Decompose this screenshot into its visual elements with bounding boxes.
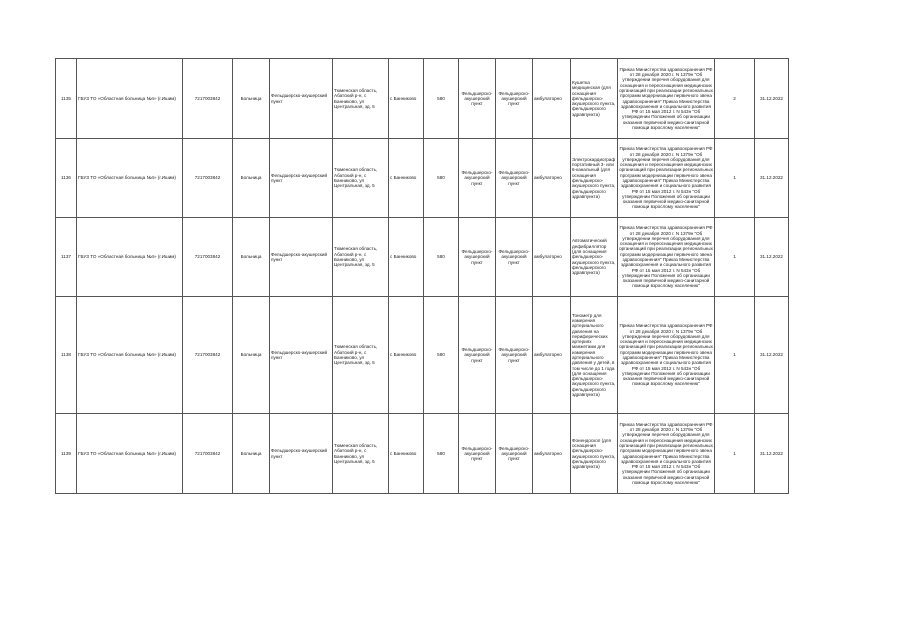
organization-name: ГБУЗ ТО «Областная больница №4» (г.Ишим)	[77, 59, 183, 139]
due-date: 31.12.2022	[755, 218, 789, 297]
code: 580	[424, 59, 459, 139]
structural-unit: Фельдшерско-акушерский пункт	[270, 297, 333, 414]
inn: 7217003842	[183, 59, 233, 139]
quantity: 1	[715, 139, 755, 218]
table-row	[56, 297, 789, 414]
organization-name: ГБУЗ ТО «Областная больница №4» (г.Ишим)	[77, 218, 183, 297]
care-conditions: амбулаторно	[533, 218, 571, 297]
facility-type: Больница	[233, 59, 270, 139]
settlement: с Банниково	[389, 139, 424, 218]
department: Фельдшерско-акушерский пункт	[459, 414, 496, 494]
organization-name: ГБУЗ ТО «Областная больница №4» (г.Ишим)	[77, 297, 183, 414]
department: Фельдшерско-акушерский пункт	[459, 139, 496, 218]
quantity: 1	[715, 218, 755, 297]
address: Тюменская область, Абатский р-н, с Банниково, ул Центральная, зд. 5	[333, 414, 389, 494]
regulatory-order: Приказ Министерства здравоохранения РФ от 28 декабря 2020 г. N 1379н "Об утверждении перечня оборудования для оснащения и переоснащения медицинских организаций при реализации региональных программ модернизации первичного звена здравоохранения" Приказ Министерства здравоохранения и социального развития РФ от 15 мая 2012 г. N 543н "Об утверждении Положения об организации оказания первичной медико-санитарной помощи взрослому населению"	[618, 59, 715, 139]
address: Тюменская область, Абатский р-н, с Банниково, ул Центральная, зд. 5	[333, 139, 389, 218]
facility-type: Больница	[233, 414, 270, 494]
structural-unit: Фельдшерско-акушерский пункт	[270, 59, 333, 139]
settlement: с Банниково	[389, 297, 424, 414]
regulatory-order: Приказ Министерства здравоохранения РФ от 28 декабря 2020 г. N 1379н "Об утверждении перечня оборудования для оснащения и переоснащения медицинских организаций при реализации региональных программ модернизации первичного звена здравоохранения" Приказ Министерства здравоохранения и социального развития РФ от 15 мая 2012 г. N 543н "Об утверждении Положения об организации оказания первичной медико-санитарной помощи взрослому населению"	[618, 414, 715, 494]
inn: 7217003842	[183, 218, 233, 297]
department-profile: Фельдшерско-акушерский пункт	[496, 59, 533, 139]
care-conditions: амбулаторно	[533, 139, 571, 218]
department-profile: Фельдшерско-акушерский пункт	[496, 218, 533, 297]
department-profile: Фельдшерско-акушерский пункт	[496, 139, 533, 218]
address: Тюменская область, Абатский р-н, с Банниково, ул Центральная, зд. 5	[333, 297, 389, 414]
row-number: 1135	[56, 59, 77, 139]
regulatory-order: Приказ Министерства здравоохранения РФ от 28 декабря 2020 г. N 1379н "Об утверждении перечня оборудования для оснащения и переоснащения медицинских организаций при реализации региональных программ модернизации первичного звена здравоохранения" Приказ Министерства здравоохранения и социального развития РФ от 15 мая 2012 г. N 543н "Об утверждении Положения об организации оказания первичной медико-санитарной помощи взрослому населению"	[618, 218, 715, 297]
structural-unit: Фельдшерско-акушерский пункт	[270, 139, 333, 218]
quantity: 1	[715, 297, 755, 414]
department-profile: Фельдшерско-акушерский пункт	[496, 414, 533, 494]
inn: 7217003842	[183, 414, 233, 494]
regulatory-order: Приказ Министерства здравоохранения РФ от 28 декабря 2020 г. N 1379н "Об утверждении перечня оборудования для оснащения и переоснащения медицинских организаций при реализации региональных программ модернизации первичного звена здравоохранения" Приказ Министерства здравоохранения и социального развития РФ от 15 мая 2012 г. N 543н "Об утверждении Положения об организации оказания первичной медико-санитарной помощи взрослому населению"	[618, 139, 715, 218]
inn: 7217003842	[183, 139, 233, 218]
address: Тюменская область, Абатский р-н, с Банниково, ул Центральная, зд. 5	[333, 218, 389, 297]
equipment-name: Электрокардиограф портативный 3- или 6-канальный (для оснащения фельдшерско-акушерского пункта, фельдшерского здравпункта)	[571, 139, 618, 218]
settlement: с Банниково	[389, 59, 424, 139]
structural-unit: Фельдшерско-акушерский пункт	[270, 414, 333, 494]
settlement: с Банниково	[389, 218, 424, 297]
document-sheet	[55, 58, 788, 493]
organization-name: ГБУЗ ТО «Областная больница №4» (г.Ишим)	[77, 139, 183, 218]
equipment-name: Тонометр для измерения артериального давления на периферических артериях манжетами для измерения артериального давления у детей, в том числе до 1 года (для оснащения фельдшерско-акушерского пункта, фельдшерского здравпункта)	[571, 297, 618, 414]
quantity: 1	[715, 414, 755, 494]
row-number: 1138	[56, 297, 77, 414]
structural-unit: Фельдшерско-акушерский пункт	[270, 218, 333, 297]
facility-type: Больница	[233, 218, 270, 297]
department: Фельдшерско-акушерский пункт	[459, 218, 496, 297]
care-conditions: амбулаторно	[533, 414, 571, 494]
table-row	[56, 218, 789, 297]
row-number: 1139	[56, 414, 77, 494]
organization-name: ГБУЗ ТО «Областная больница №4» (г.Ишим)	[77, 414, 183, 494]
code: 580	[424, 139, 459, 218]
facility-type: Больница	[233, 297, 270, 414]
department: Фельдшерско-акушерский пункт	[459, 297, 496, 414]
code: 580	[424, 297, 459, 414]
quantity: 2	[715, 59, 755, 139]
care-conditions: амбулаторно	[533, 59, 571, 139]
care-conditions: амбулаторно	[533, 297, 571, 414]
row-number: 1136	[56, 139, 77, 218]
inn: 7217003842	[183, 297, 233, 414]
row-number: 1137	[56, 218, 77, 297]
table-row	[56, 139, 789, 218]
department: Фельдшерско-акушерский пункт	[459, 59, 496, 139]
settlement: с Банниково	[389, 414, 424, 494]
due-date: 31.12.2022	[755, 414, 789, 494]
code: 580	[424, 414, 459, 494]
address: Тюменская область, Абатский р-н, с Банниково, ул Центральная, зд. 5	[333, 59, 389, 139]
equipment-name: Кушетка медицинская (для оснащения фельдшерско-акушерского пункта, фельдшерского здравпункта)	[571, 59, 618, 139]
equipment-name: Фонендоскоп (для оснащения фельдшерско-акушерского пункта, фельдшерского здравпункта)	[571, 414, 618, 494]
due-date: 31.12.2022	[755, 297, 789, 414]
equipment-table	[55, 58, 789, 494]
facility-type: Больница	[233, 139, 270, 218]
due-date: 31.12.2022	[755, 139, 789, 218]
equipment-name: Автоматический дефибриллятор (для оснащения фельдшерско-акушерского пункта, фельдшерского здравпункта)	[571, 218, 618, 297]
department-profile: Фельдшерско-акушерский пункт	[496, 297, 533, 414]
table-row	[56, 414, 789, 494]
regulatory-order: Приказ Министерства здравоохранения РФ от 28 декабря 2020 г. N 1379н "Об утверждении перечня оборудования для оснащения и переоснащения медицинских организаций при реализации региональных программ модернизации первичного звена здравоохранения" Приказ Министерства здравоохранения и социального развития РФ от 15 мая 2012 г. N 543н "Об утверждении Положения об организации оказания первичной медико-санитарной помощи взрослому населению"	[618, 297, 715, 414]
due-date: 31.12.2022	[755, 59, 789, 139]
code: 580	[424, 218, 459, 297]
table-row	[56, 59, 789, 139]
